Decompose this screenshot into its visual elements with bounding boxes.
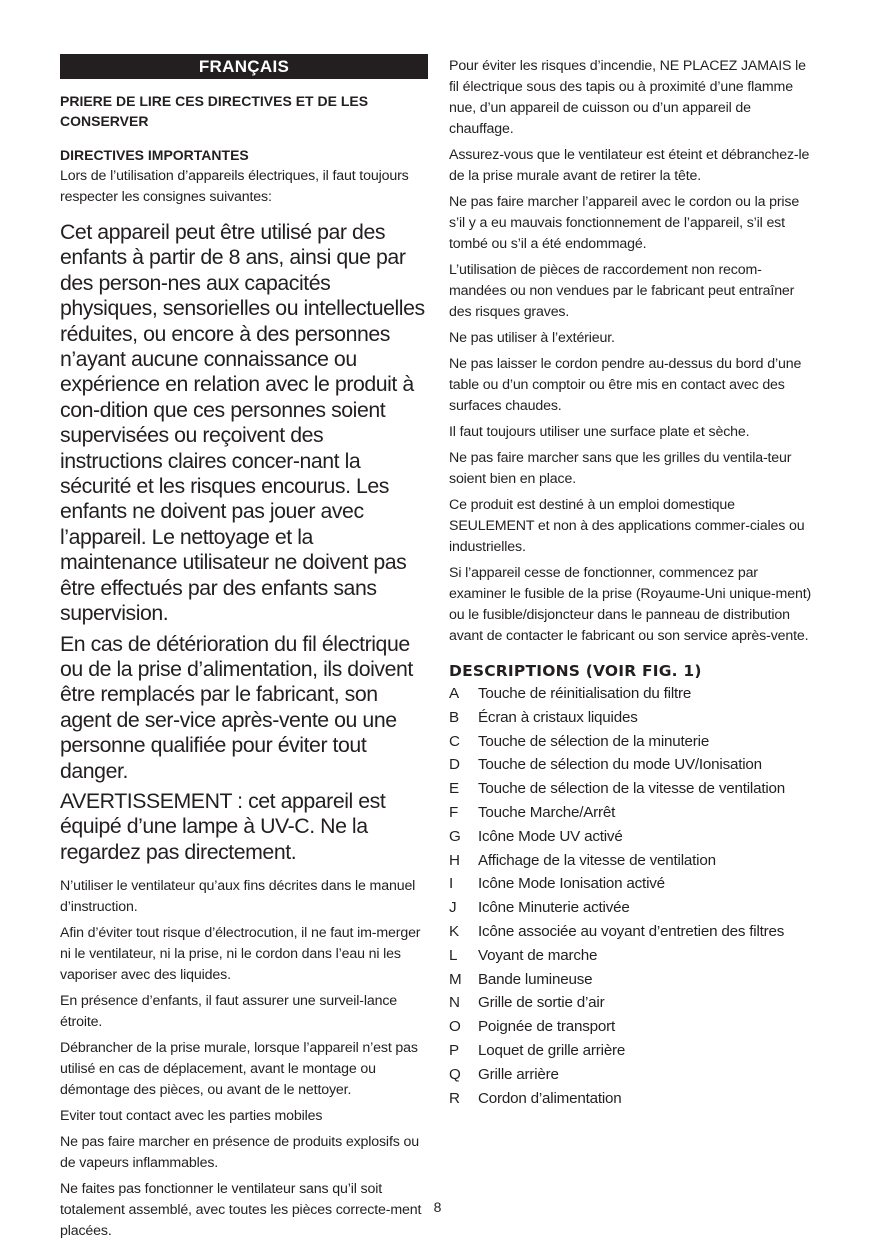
item-text: Grille de sortie d’air [478,994,605,1012]
list-item [449,872,815,896]
list-item [449,896,815,920]
list-item [449,682,815,706]
item-text: Icône Mode Ionisation activé [478,875,665,893]
item-letter: N [449,994,460,1012]
descriptions-list [449,682,815,1110]
item-letter: M [449,970,462,988]
item-text: Touche Marche/Arrêt [478,803,616,821]
safety-paragraph: Assurez-vous que le ventilateur est éteint et débranchez-le de la prise murale avant de retirer la tête. [449,147,810,184]
safety-paragraph: N’utiliser le ventilateur qu’aux fins décrites dans le manuel d’instruction. [60,878,416,916]
item-letter: D [449,756,460,774]
intro-paragraph: Lors de l’utilisation d’appareils électriques, il faut toujours respecter les consignes suivantes: [60,168,409,205]
item-letter: R [449,1089,460,1107]
safety-paragraph: Si l’appareil cesse de fonctionner, commencez par examiner le fusible de la prise (Royaume-Uni unique-ment) ou le fusible/disjoncteur dans le panneau de distribution avant de contacter le fabricant ou son service après-vente. [449,565,812,644]
item-letter: Q [449,1065,461,1083]
item-text: Voyant de marche [478,946,598,964]
item-text: Touche de sélection du mode UV/Ionisation [478,756,762,774]
safety-paragraph: Ne pas faire marcher en présence de produits explosifs ou de vapeurs inflammables. [60,1134,419,1172]
item-text: Grille arrière [478,1065,559,1083]
item-letter: I [449,875,454,893]
item-letter: J [449,899,457,917]
right-column [449,56,815,1110]
safety-paragraph: Ce produit est destiné à un emploi domestique SEULEMENT et non à des applications commer-ciales ou industrielles. [449,497,805,555]
item-letter: C [449,732,460,750]
item-text: Bande lumineuse [478,970,593,988]
item-letter: H [449,851,460,869]
safety-paragraph: Ne pas laisser le cordon pendre au-dessus du bord d’une table ou d’un comptoir ou être mis en contact avec des surfaces chaudes. [449,356,802,414]
heading-important-directives: DIRECTIVES IMPORTANTES [60,147,249,163]
list-item [449,706,815,730]
item-letter: P [449,1041,459,1059]
item-text: Affichage de la vitesse de ventilation [478,851,716,869]
uvc-warning-paragraph: AVERTISSEMENT : cet appareil est équipé d’une lampe à UV-C. Ne la regardez pas directement. [60,788,386,864]
list-item [449,777,815,801]
list-item [449,968,815,992]
item-text: Cordon d’alimentation [478,1089,622,1107]
item-text: Poignée de transport [478,1018,616,1036]
safety-paragraph: Débrancher de la prise murale, lorsque l’appareil n’est pas utilisé en cas de déplacement, avant le montage ou démontage des pièces, ou avant de le nettoyer. [60,1040,418,1099]
item-text: Touche de réinitialisation du filtre [478,685,692,702]
item-text: Écran à cristaux liquides [478,708,638,726]
list-item [449,730,815,754]
list-item [449,944,815,968]
item-text: Icône Minuterie activée [478,899,630,917]
large-paragraph: Cet appareil peut être utilisé par des enfants à partir de 8 ans, ainsi que par des person-nes aux capacités physiques, sensorielles ou intellectuelles réduites, ou encore à des personnes n’ayant aucune connaissance ou expérience en relation avec le produit à con-dition que ces personnes soient supervisées ou reçoivent des instructions claires concer-nant la sécurité et les risques encourus. Les enfants ne doivent pas jouer avec l’appareil. Le nettoyage et la maintenance utilisateur ne doivent pas être effectués par des enfants sans supervision. [60,220,425,626]
safety-paragraph: Ne pas faire marcher sans que les grilles du ventila-teur soient bien en place. [449,450,792,487]
descriptions-heading: DESCRIPTIONS (VOIR FIG. 1) [449,662,702,680]
safety-paragraph: En présence d’enfants, il faut assurer une surveil-lance étroite. [60,993,398,1031]
safety-paragraph: Afin d’éviter tout risque d’électrocution, il ne faut im-merger ni le ventilateur, ni la prise, ni le cordon dans l’eau ni les vaporiser avec des liquides. [60,925,421,984]
safety-paragraph: Ne pas faire marcher l’appareil avec le cordon ou la prise s’il y a eu mauvais fonctionnement de l’appareil, s’il est tombé ou s’il a été endommagé. [449,194,800,252]
item-text: Touche de sélection de la vitesse de ventilation [478,780,786,798]
safety-paragraph: Ne faites pas fonctionner le ventilateur sans qu’il soit totalement assemblé, avec toutes les pièces correcte-ment placées. [60,1181,422,1240]
item-text: Icône Mode UV activé [478,827,623,845]
safety-paragraph: Il faut toujours utiliser une surface plate et sèche. [449,424,750,440]
list-item [449,825,815,849]
item-letter: E [449,780,459,798]
list-item [449,849,815,873]
safety-paragraph: Pour éviter les risques d’incendie, NE PLACEZ JAMAIS le fil électrique sous des tapis ou à proximité d’une flamme nue, d’un appareil de cuisson ou d’un appareil de chauffage. [449,58,806,137]
large-paragraph: En cas de détérioration du fil électrique ou de la prise d’alimentation, ils doivent être remplacés par le fabricant, son agent de ser-vice après-vente ou une personne qualifiée pour éviter tout danger. [60,631,413,783]
item-letter: F [449,803,459,821]
list-item [449,920,815,944]
left-column [60,54,428,1247]
safety-paragraph: Eviter tout contact avec les parties mobiles [60,1108,323,1125]
item-letter: O [449,1018,461,1036]
list-item [449,1063,815,1087]
list-item [449,991,815,1015]
list-item [449,1039,815,1063]
safety-paragraph: L’utilisation de pièces de raccordement non recom-mandées ou non vendues par le fabricant peut entraîner des risques graves. [449,262,795,320]
list-item [449,753,815,777]
list-item [449,1015,815,1039]
item-letter: B [449,708,459,726]
list-item [449,801,815,825]
language-header: FRANÇAIS [60,54,428,79]
item-letter: K [449,922,459,940]
item-letter: A [449,685,459,702]
list-item [449,1087,815,1111]
page-number: 8 [433,1199,442,1215]
item-text: Touche de sélection de la minuterie [478,732,710,750]
item-letter: L [449,946,458,964]
safety-paragraph: Ne pas utiliser à l’extérieur. [449,330,615,346]
item-letter: G [449,827,461,845]
item-text: Icône associée au voyant d’entretien des filtres [478,922,785,940]
item-text: Loquet de grille arrière [478,1041,626,1059]
heading-read-instructions: PRIERE DE LIRE CES DIRECTIVES ET DE LES CONSERVER [60,93,369,129]
